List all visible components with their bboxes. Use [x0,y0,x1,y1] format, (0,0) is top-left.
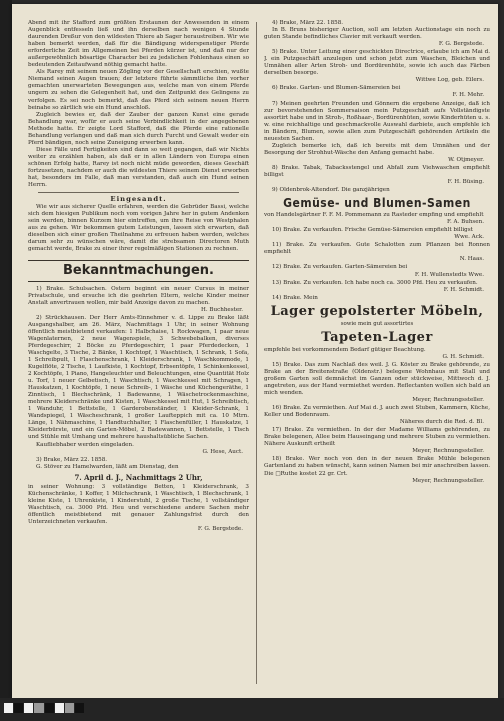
ad-9-text: von Handelsgärtner F. F. M. Pommemann zu Rasteder empfing und empfiehlt [264,212,484,219]
ad-2-note: Kaufliebhaber werden eingeladen. [36,441,134,448]
ad-7: 7) Meinen geehrten Freunden und Gönnern die ergebene Anzeige, daß ich zur bevorstehenden Sommersaison mein Putzgeschäft aufs Vollständigste assortirt habe und in Stroh-, Roßhaar-, Bordürenhüten, sowie Kinderhüten u. s. w. eine reichhaltige und geschmackvolle Auswahl darbiete, auch empfehle ich in Bändern, Blumen, sowie allen zum Putzgeschäft gehörenden Artikeln die neuesten Sachen. [264,100,490,142]
ad-7-note: Zugleich bemerke ich, daß ich bereits mit dem Umnähen und der Besorgung der Strohhut-Wäsche den Anfang gemacht habe. [264,142,490,156]
ad-signature: Meyer, Rechnungssteller. [412,477,484,484]
ad-9-display: Gemüse- und Blumen-Samen [283,196,471,211]
ad-signature: Wwe. Ack. [454,234,484,241]
newspaper-page [12,4,498,698]
column-divider [256,22,257,684]
ad-4-heading: 4) Brake, März 22. 1858. [272,20,344,26]
ad-signature: Meyer, Rechnungssteller. [412,397,484,404]
ad-signature: H. Buchhester. [200,306,243,313]
ad-6: 6) Brake. Garten- und Blumen-Sämereien bei [272,85,401,92]
divider [38,192,239,193]
ad-3-date: 7. April d. J., Nachmittags 2 Uhr, [74,472,203,482]
ad-signature: F. G. Bergstede. [197,526,243,532]
section-heading-eingesandt: Eingesandt. [110,195,167,204]
ad-signature: F. A. Buhsen. [446,219,484,226]
ad-3-heading: 3) Brake, März 22. 1858. [36,456,108,463]
ad-signature: Wittwe Log, geb. Eilers. [415,77,484,84]
ad-13: 13) Brake. Zu verkaufen. Ich habe noch ca. 3000 Pfd. Heu zu verkaufen. [272,279,478,286]
ad-3-text: in seiner Wohnung: 3 vollständige Betten, 1 Kleiderschrank, 3 Küchenschränke, 1 Koffer, 1 Milchschrank, 1 Waschtisch, 1 Blechschrank, 1 kleine Kiste, 1 Uhrenkiste, 1 Kinderstuhl, 2 große Tische, 1 vollständiger Waschtisch, ca. 3000 Pfd. Heu und verschiedene andere Sachen mehr öffentlich meistbietend mit genauer Zahlungsfrist durch den Unterzeichneten verkaufen. [28,483,249,525]
ad-14-display-wallpaper: Tapeten-Lager [321,329,433,345]
article-paragraph: Zugleich bewies er, daß der Zauber der ganzen Kunst eine gerade Behandlung war, wofür er auch seine Verbindlichkeit in der angegebenen Methode hatte. Er zeigte Lord Stafford, daß die Pferde eine rationelle Behandlung verlangen und daß man sich durch Furcht und Gewalt weder ein Pferd bändigen, noch seine Zuneigung erwerben kann. [28,111,249,146]
ad-8: 8) Brake. Tabak, Tabacksstengel und Abfall zum Viehwaschen empfiehlt billigst [264,164,490,178]
ad-signature: Meyer, Rechnungssteller. [412,448,484,455]
article-paragraph: Abend mit ihr Stafford zum größten Erstaunen der Anwesenden in einem Augenblick entfesseln ließ und ihn derselben nach wenigen 4 Stunde daurenden Dreßur von den wildesten Thiere ab Sager heraustreiben. Wir wie haben bemerkt werden, daß für die Bändigung widerspenstiger Pferde erforderliche Zeit im Allgemeinen bei Pferden kürzer ist, und daß nur der außergewöhnlich bösartige Character bei zu jedslichen Fohlenhaus einen so bedeutenden Zeitaufwand nöthig gemacht hatte. [28,20,249,69]
ad-14-connector: sowie mein gut assortirtes [340,320,414,327]
ad-signature: G. H. Schmidt. [442,353,484,360]
ad-signature: Näheres durch die Red. d. Bl. [399,419,484,426]
eingesandt-text: Wie wir aus sicherer Quelle erfahren, werden die Gebrüder Bassi, welche sich dem hiesigen Publikum noch vom vorigen Jahre her in gutem Andenken sein werden, binnen Kurzem hier eintreffen, um ihre Reise von Westphalen aus zu gehen. Wir bekommen gutem Leistungen, lassen sich erwarten, daß dieselben sich einer großen Theilnahme zu erfreuen haben werden, welches darum sehr zu wünschen wäre, damit die strebsamen Directoren Muth gemacht werde, Brake zu einer ihrer regelmäßigen Stationen zu rechnen. [28,204,249,253]
right-column [264,20,490,688]
ad-signature: N. Haas. [459,256,484,263]
scan-footer [0,698,504,721]
ad-17: 17) Brake. Zu vermiethen. In der der Madame Williams gehörenden, zu Brake belegenen, Allee beim Hauseingang und mehrere Stuben zu vermiethen. Nähere Auskunft ertheilt [264,427,490,448]
ad-signature: F. H. Wullenstedts Wwe. [414,271,484,278]
ad-11: 11) Brake. Zu verkaufen. Gute Schalotten zum Pflanzen bei Ronnen empfiehlt [264,242,490,256]
scan-color-calibration-bar [4,703,84,713]
left-column [28,20,249,688]
ad-18: 18) Brake. Wer noch von den in der neuen Brake Mühle belegenen Gartenland zu haben wünscht, kann seinen Namen bei mir anschreiben lassen. Die □Ruthe kostet 22 gr. Crt. [264,456,490,477]
scan-edge [0,0,12,721]
ad-10: 10) Brake. Zu verkaufen. Frische Gemüse-Sämereien empfiehlt billigst [272,227,473,234]
ad-signature: F. H. Schmidt. [443,286,484,293]
ad-14-text: empfehle bei vorkommendem Bedarf gütiger Beachtung. [264,346,426,353]
ad-9-heading: 9) Oldenbrok-Altendorf. Die ganzjährigen [272,187,390,194]
article-paragraph: Diese Fälle und Fertigkeiten sind dann so weit gegangen, daß wir Nichts weiter zu erzählen haben, als daß er in allen Ländern von Europa einen schönen Erfolg hatte, Rarey ist noch nicht müde geworden, dieses Geschäft fortzusetzen, nachdem er auch die wildesten Thiere seinem Dienst erworben hat, besonders im Falle, daß man verstanden, daß auch ein Hund seinen Herrn. [28,146,249,189]
ad-signature: W. Otjmeyer. [448,156,484,163]
ad-signature: F. H. Büsing. [447,179,484,186]
ad-3-sub: G. Stöver zu Hamelwarden, läßt am Dienstag, den [36,463,179,470]
ad-16: 16) Brake. Zu vermiethen. Auf Mai d. J. auch zwei Stuben, Kammern, Küche, Keller und Bodenraum. [264,405,490,419]
ad-15: 15) Brake. Das zum Nachlaß des weil. J. G. Köster zu Brake gehörende, zu Brake an der Breitenstraße (Oldenstr.) belegene Wohnhaus mit Stall und großem Garten soll demnächst im Ganzen oder stückweise, Mittwoch d. J. angetreten, aus der Hand vermiethet werden. Reflectanten wollen sich bald an mich wenden. [264,361,490,397]
ad-14-heading: 14) Brake. Mein [272,294,318,301]
ad-14-display-furniture: Lager gepolsterter Möbeln, [270,303,484,319]
ad-4-text: In B. Bruns bisheriger Auction, soll am letzten Auctionstage ein noch zu guten Stande befindliches Clavier mit verkauft werden. [264,27,490,41]
ad-signature: G. Hese, Auct. [202,448,243,455]
ad-signature: F. G. Bergstede. [438,41,484,48]
ad-5: 5) Brake. Unter Leitung einer geschickten Directrice, erlaube ich am Mai d. J. ein Putzgeschäft anzulegen und schon jetzt zum Waschen, Bleichen und Umnähen aller Arten Stroh- und Bordürenhüte, sowie ich auch das Färben derselben besorge. [264,49,490,77]
ad-1: 1) Brake. Schulsachen. Ostern beginnt ein neuer Cursus in meiner Privatschule, und ersuche ich die geehrten Eltern, welche Kinder meiner Anstalt anvertrauen wollen, mir bald Anzeige davon zu machen. [28,285,249,306]
ad-12: 12) Brake. Zu verkaufen. Garten-Sämereien bei [272,264,408,271]
section-heading-bekanntmachungen: Bekanntmachungen. [28,260,249,282]
article-paragraph: Als Rarey mit seinem neuen Zögling vor der Gesellschaft erschien, wußte Niemand seinen Augen trauen; der letztere führte sämmtliche ihm vorher gemachten unerwarteten Bewegungen aus, welche man von einem Pferde ungern zu sehen die Gelegenheit hat, und den Zeitpunkt des Gelingens zu verfolgen. Es sei noch bemerkt, daß das Pferd sich seinem neuen Herrn beinahe so zärtlich wie ein Hund anschloß. [28,69,249,111]
ad-2: 2) Strückhausen. Der Herr Amts-Einnehmer v. d. Lippe zu Brake läßt Ausgangshalber, am 26. März, Nachmittags 1 Uhr, in seiner Wohnung öffentlich meistbietend verkaufen: 1 Halbchaise, 1 Rockwagen, 1 paar neue Wagenlaternen, 2 neue Wagenspiele, 3 Schwebebalken, diverses Pferdegeschirr, 2 Böcke zu Pferdegeschirr, 1 paar Pferdedecken, 1 Waschgelte, 3 Tische, 2 Bänke, 1 Kochtopf, 1 Waschtisch, 1 Schrank, 1 Sofa, 1 Schreibpult, 1 Flaschenschrank, 1 Kleiderschrank, 1 Waschkommode, 1 Kugelflöte, 2 Tische, 1 Laufkiste, 1 Kochtopf, Erbsentöpfe, 1 Schinkenkessel, 2 Kochtöpfe, 1 Piano, Hangeleuchter und Beleuchtungen, eine Quantität Holz u. Torf, 1 neuer Gelbetisch, 1 Waschtisch, 1 Waschkessel mit Schragen, 1 Hauskatzen, 1 Kochtöpfe, 1 neue Schreib-, 1 Wäsche und Küchengeräthe, 1 Zinntisch, 1 Blechschränk, 1 Badewanne, 1 Wäschetrockenmaschine, mehrere Kleiderschränke und Kisten, 1 Waschkessel mit Hut, 1 Schreibtisch, 1 Wanduhr, 1 Bettstelle, 1 Garderobenständer, 1 Kleider-Schrank, 1 Wandspiegel, 1 Wäscheschrank, 1 großer Laufteppich mit ca. 10 Mtrn. Länge, 1 Nähmaschine, 1 Handtuchhalter, 1 Flaschenfüller, 1 Hauskatze, 1 Kleiderbürste, und ein Garten-Möbel, 2 Badewannen, 1 Bettstelle, 1 Tisch und Stühle mit Umhang und mehrere haushaltsübliche Sachen. [28,314,249,441]
ad-signature: F. H. Mehr. [452,92,484,99]
